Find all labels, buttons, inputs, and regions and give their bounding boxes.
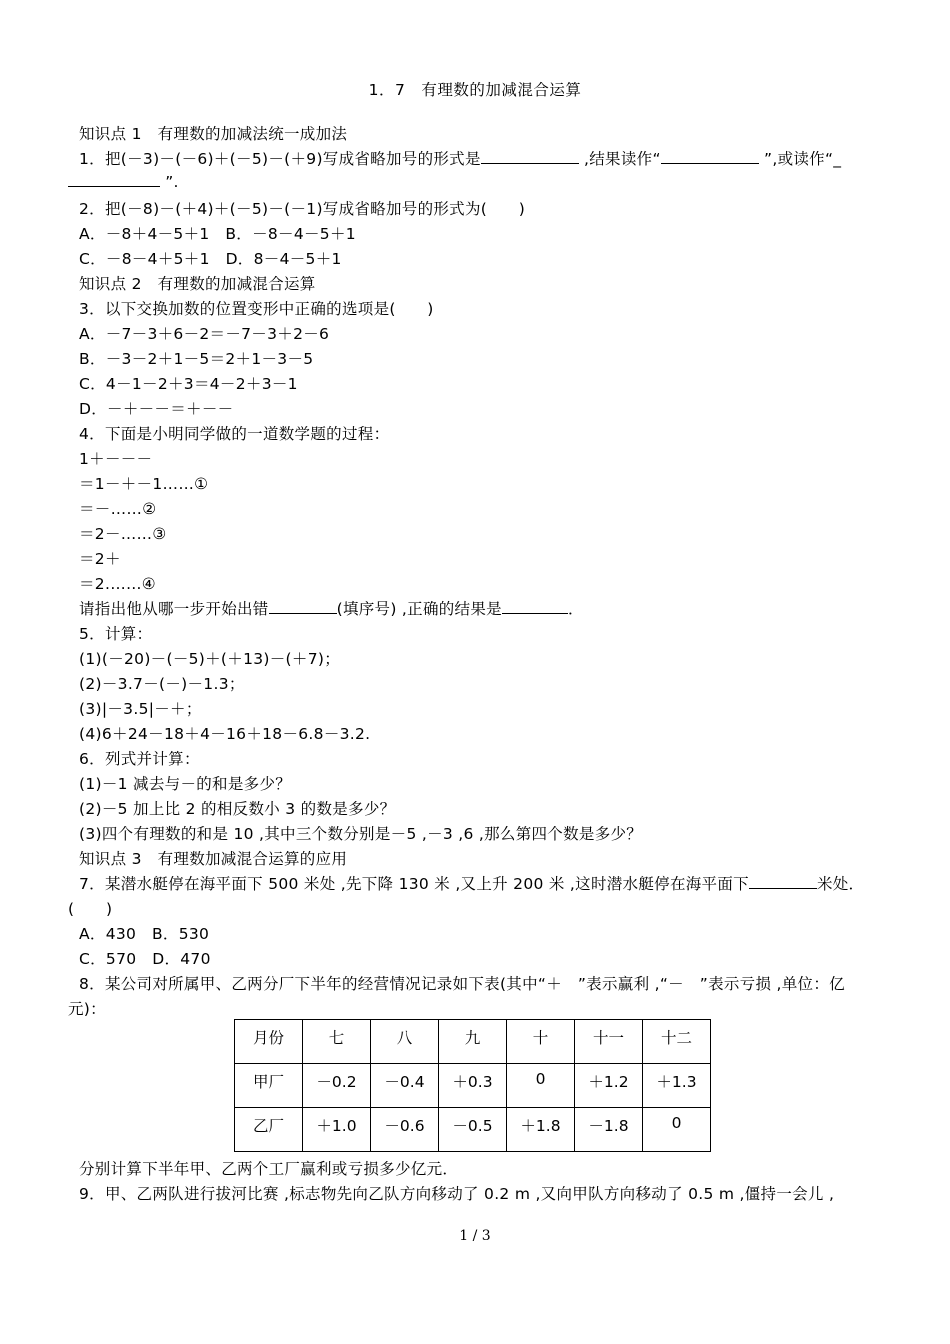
question-4-step: 1＋－－－ [79,450,153,468]
question-4-step: ＝2－……③ [79,525,167,543]
question-6-part: (1)－1 减去与－的和是多少？ [79,775,292,793]
page-title: 1．7 有理数的加减混合运算 [368,81,582,99]
table-cell: －0.2 [303,1064,371,1108]
table-cell: －1.8 [575,1108,643,1152]
table-row [235,1064,711,1108]
table-cell: 八 [371,1020,439,1064]
table-cell: ＋0.3 [439,1064,507,1108]
table-cell: 甲厂 [235,1064,303,1108]
table-cell: －0.6 [371,1108,439,1152]
question-8-cont: 元)： [68,1000,106,1018]
question-7-text: 7．某潜水艇停在海平面下 500 米处 ,先下降 130 米 ,又上升 200 米 ,这时潜水艇停在海平面下 [79,875,749,893]
question-4: 4．下面是小明同学做的一道数学题的过程： [79,425,390,443]
section-heading-1: 知识点 1 有理数的加减法统一成加法 [79,125,348,143]
section-heading-3: 知识点 3 有理数加减混合运算的应用 [79,850,348,868]
question-3-option-d: D．－＋－－＝＋－－ [79,400,234,418]
question-6: 6．列式并计算： [79,750,200,768]
question-2: 2．把(－8)－(＋4)＋(－5)－(－1)写成省略加号的形式为( ) [79,200,526,218]
question-1-cont [68,172,890,191]
question-1-text-c: ”,或读作“_ [758,150,842,168]
table-cell: ＋1.8 [507,1108,575,1152]
table-cell: －0.5 [439,1108,507,1152]
question-6-part: (3)四个有理数的和是 10 ,其中三个数分别是－5 ,－3 ,6 ,那么第四个数是多少？ [79,825,643,843]
question-8: 8．某公司对所属甲、乙两分厂下半年的经营情况记录如下表(其中“＋ ”表示赢利 ,“－ ”表示亏损 ,单位：亿 [79,975,845,993]
answer-blank [502,599,568,614]
question-4-prompt-a: 请指出他从哪一步开始出错 [79,600,269,618]
question-5: 5．计算： [79,625,153,643]
answer-blank [749,874,817,889]
table-cell: 十一 [575,1020,643,1064]
question-3-option-b: B．－3－2＋1－5＝2＋1－3－5 [79,350,314,368]
question-6-part: (2)－5 加上比 2 的相反数小 3 的数是多少？ [79,800,396,818]
table-cell: 九 [439,1020,507,1064]
question-7-options-ab: A．430 B．530 [79,925,210,943]
table-header-row [235,1020,711,1064]
question-3-option-c: C．4－1－2＋3＝4－2＋3－1 [79,375,298,393]
table-cell: 0 [643,1108,711,1152]
answer-blank [269,599,337,614]
table-cell: 乙厂 [235,1108,303,1152]
question-4-step: ＝－……② [79,500,157,518]
question-3-option-a: A．－7－3＋6－2＝－7－3＋2－6 [79,325,330,343]
question-5-part: (1)(－20)－(－5)＋(＋13)－(＋7)； [79,650,341,668]
question-4-step: ＝2.……④ [79,575,156,593]
answer-blank [661,149,759,164]
question-4-prompt-c: ． [567,600,584,618]
table-cell: 0 [507,1064,575,1108]
table-cell: ＋1.2 [575,1064,643,1108]
question-3: 3．以下交换加数的位置变形中正确的选项是( ) [79,300,434,318]
question-4-prompt-b: (填序号) ,正确的结果是 [336,600,502,618]
question-7 [68,872,890,894]
table-cell: 月份 [235,1020,303,1064]
table-cell: ＋1.0 [303,1108,371,1152]
table-cell: 十 [507,1020,575,1064]
question-7-options-cd: C．570 D．470 [79,950,211,968]
question-1-text-d: ”. [160,173,179,191]
question-8-prompt: 分别计算下半年甲、乙两个工厂赢利或亏损多少亿元． [79,1160,459,1178]
question-2-options-ab: A．－8＋4－5＋1 B．－8－4－5＋1 [79,225,356,243]
question-5-part: (4)6＋24－18＋4－16＋18－6.8－3.2. [79,725,371,743]
question-7-cont: ( ) [68,900,113,918]
question-4-prompt [68,597,890,619]
table-cell: 十二 [643,1020,711,1064]
question-7-text-b: 米处． [816,875,865,893]
table-cell: －0.4 [371,1064,439,1108]
section-heading-2: 知识点 2 有理数的加减混合运算 [79,275,316,293]
question-4-step: ＝1－＋－1……① [79,475,209,493]
question-1-text: 1．把(－3)－(－6)＋(－5)－(＋9)写成省略加号的形式是 [79,150,481,168]
profit-table [234,1019,711,1152]
question-5-part: (2)－3.7－(－)－1.3； [79,675,245,693]
question-4-step: ＝2＋ [79,550,121,568]
table-row [235,1108,711,1152]
question-2-options-cd: C．－8－4＋5＋1 D．8－4－5＋1 [79,250,342,268]
question-5-part: (3)|－3.5|－＋； [79,700,202,718]
page-number: 1 / 3 [459,1228,491,1244]
answer-blank [481,149,579,164]
question-1-text-b: ,结果读作“ [578,150,661,168]
answer-blank [68,172,160,187]
question-1 [68,147,890,169]
question-9: 9．甲、乙两队进行拔河比赛 ,标志物先向乙队方向移动了 0.2 m ,又向甲队方向移动了 0.5 m ,僵持一会儿 , [79,1185,835,1203]
table-cell: ＋1.3 [643,1064,711,1108]
table-cell: 七 [303,1020,371,1064]
